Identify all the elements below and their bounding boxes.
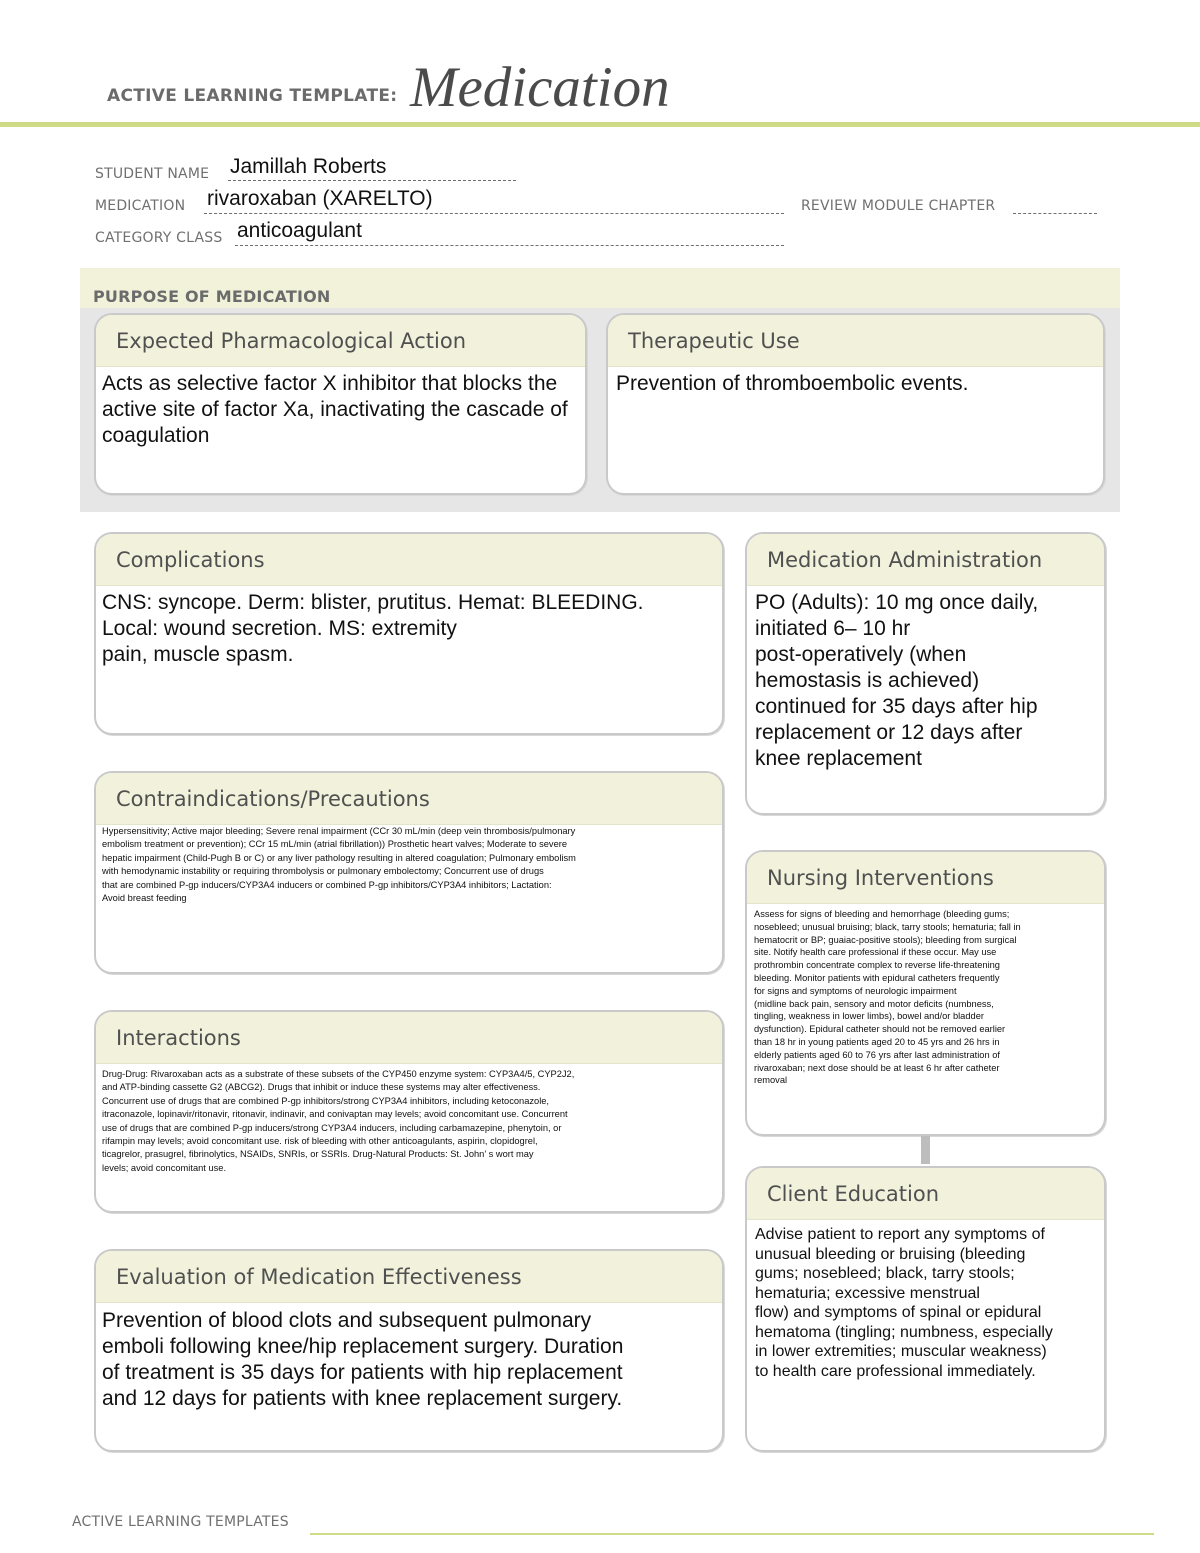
interactions-line: use of drugs that are combined P-gp inducers/strong CYP3A4 inducers, including carbamazepine, phenytoin, or [102,1122,562,1133]
contraindications-line: Hypersensitivity; Active major bleeding; Severe renal impairment (CCr 30 mL/min (deep vein thrombosis/pulmonary [102,826,576,836]
evaluation-line: of treatment is 35 days for patients with hip replacement [102,1361,623,1384]
administration-line: knee replacement [755,747,922,770]
nursing-line: prothrombin concentrate complex to reverse life-threatening [754,960,1000,971]
box-connector [921,1136,930,1164]
therapeutic-use-text: Prevention of thromboembolic events. [616,372,969,395]
nursing-line: nosebleed; unusual bruising; black, tarry stools; hematuria; fall in [754,921,1021,932]
student-name-field[interactable]: Jamillah Roberts [230,155,387,178]
nursing-line: tingling, weakness in lower limbs), bowel and/or bladder [754,1011,984,1022]
administration-line: hemostasis is achieved) [755,669,980,692]
interactions-line: itraconazole, lopinavir/ritonavir, ritonavir, indinavir, and conivaptan may levels; avoid concomitant use. Concurrent [102,1109,568,1120]
evaluation-line: and 12 days for patients with knee replacement surgery. [102,1387,623,1410]
administration-title: Medication Administration [747,534,1104,586]
nursing-line: elderly patients aged 60 to 76 yrs after last administration of [754,1049,1000,1060]
administration-line: initiated 6– 10 hr [755,617,911,640]
contraindications-title: Contraindications/Precautions [96,773,722,825]
interactions-box [94,1010,724,1213]
medication-label: MEDICATION [95,198,186,214]
student-name-underline [228,180,516,181]
medication-field[interactable]: rivaroxaban (XARELTO) [207,187,433,210]
review-module-underline [1013,213,1097,214]
nursing-line: dysfunction). Epidural catheter should not be removed earlier [754,1024,1006,1035]
category-class-field[interactable]: anticoagulant [237,219,362,242]
complications-title: Complications [96,534,722,586]
complications-line: CNS: syncope. Derm: blister, prutitus. Hemat: BLEEDING. [102,591,644,614]
complications-line: Local: wound secretion. MS: extremity [102,617,457,640]
evaluation-box [94,1249,724,1452]
client-education-line: Advise patient to report any symptoms of [755,1226,1045,1243]
client-education-line: hematuria; excessive menstrual [755,1284,980,1302]
client-education-line: to health care professional immediately. [755,1362,1036,1380]
complications-box [94,532,724,735]
review-module-label: REVIEW MODULE CHAPTER [801,198,996,214]
therapeutic-use-title: Therapeutic Use [608,315,1103,367]
expected-action-text: Acts as selective factor X inhibitor that blocks the active site of factor Xa, inactivating the cascade of coagulation [102,372,568,447]
nursing-line: removal [754,1075,788,1086]
client-education-line: flow) and symptoms of spinal or epidural [755,1304,1042,1321]
interactions-line: levels; avoid concomitant use. [102,1162,227,1173]
administration-line: continued for 35 days after hip [755,695,1038,718]
nursing-interventions-box [745,850,1106,1136]
nursing-line: than 18 hr in young patients aged 20 to 45 yrs and 26 hrs in [754,1036,1000,1047]
evaluation-title: Evaluation of Medication Effectiveness [96,1251,722,1303]
template-label: ACTIVE LEARNING TEMPLATE: [107,86,398,106]
header-divider [0,122,1200,127]
client-education-line: in lower extremities; muscular weakness) [755,1343,1047,1360]
category-class-label: CATEGORY CLASS [95,230,223,246]
client-education-line: unusual bleeding or bruising (bleeding [755,1245,1026,1263]
nursing-line: (midline back pain, sensory and motor deficits (numbness, [754,998,994,1009]
nursing-line: hematocrit or BP; guaiac-positive stools); bleeding from surgical [754,934,1017,945]
nursing-line: Assess for signs of bleeding and hemorrhage (bleeding gums; [754,909,1010,919]
student-name-label: STUDENT NAME [95,166,210,182]
contraindications-line: Avoid breast feeding [102,893,187,904]
interactions-line: Concurrent use of drugs that are combined P-gp inhibitors/strong CYP3A4 inhibitors, including ketoconazole, [102,1095,550,1106]
expected-action-box [94,313,587,495]
footer-label: ACTIVE LEARNING TEMPLATES [72,1514,289,1530]
contraindications-line: that are combined P-gp inducers/CYP3A4 inducers or combined P-gp inhibitors/CYP3A4 inhibitors; Lactation: [102,879,552,890]
interactions-line: rifampin may levels; avoid concomitant use. risk of bleeding with other anticoagulants, aspirin, clopidogrel, [102,1136,538,1147]
administration-line: PO (Adults): 10 mg once daily, [755,591,1039,614]
client-education-line: hematoma (tingling; numbness, especially [755,1323,1053,1341]
nursing-line: bleeding. Monitor patients with epidural catheters frequently [754,972,1000,983]
contraindications-line: embolism treatment or prevention); CCr 15 mL/min (atrial fibrillation)) Prosthetic heart valves; Moderate to severe [102,839,568,850]
contraindications-box [94,771,724,974]
page-title: Medication [410,56,670,119]
evaluation-line: emboli following knee/hip replacement surgery. Duration [102,1335,624,1358]
nursing-interventions-title: Nursing Interventions [747,852,1104,904]
interactions-title: Interactions [96,1012,722,1064]
complications-line: pain, muscle spasm. [102,643,294,666]
nursing-line: rivaroxaban; next dose should be at least 6 hr after catheter [754,1062,1000,1073]
administration-box [745,532,1106,815]
purpose-label: PURPOSE OF MEDICATION [93,287,331,306]
client-education-box [745,1166,1106,1452]
contraindications-line: hepatic impairment (Child-Pugh B or C) or any liver pathology resulting in altered coagulation; Pulmonary embolism [102,852,576,863]
contraindications-line: with hemodynamic instability or requiring thrombolysis or pulmonary embolectomy; Concurrent use of drugs [102,866,544,877]
client-education-title: Client Education [747,1168,1104,1220]
footer-divider [310,1533,1154,1535]
medication-underline [204,213,784,214]
interactions-line: and ATP-binding cassette G2 (ABCG2). Drugs that inhibit or induce these systems may alter effectiveness. [102,1082,541,1093]
expected-action-title: Expected Pharmacological Action [96,315,585,367]
interactions-line: Drug-Drug: Rivaroxaban acts as a substrate of these subsets of the CYP450 enzyme system: CYP3A4/5, CYP2J2, [102,1069,575,1079]
category-class-underline [235,245,784,246]
administration-line: replacement or 12 days after [755,721,1023,744]
nursing-line: for signs and symptoms of neurologic impairment [754,985,957,996]
evaluation-line: Prevention of blood clots and subsequent pulmonary [102,1309,592,1332]
therapeutic-use-box [606,313,1105,495]
interactions-line: ticagrelor, prasugrel, fibrinolytics, NSAIDs, SNRIs, or SSRIs. Drug-Natural Products: St. John’ s wort may [102,1149,534,1160]
administration-line: post-operatively (when [755,643,967,666]
client-education-line: gums; nosebleed; black, tarry stools; [755,1265,1015,1282]
nursing-line: site. Notify health care professional if these occur. May use [754,947,997,958]
